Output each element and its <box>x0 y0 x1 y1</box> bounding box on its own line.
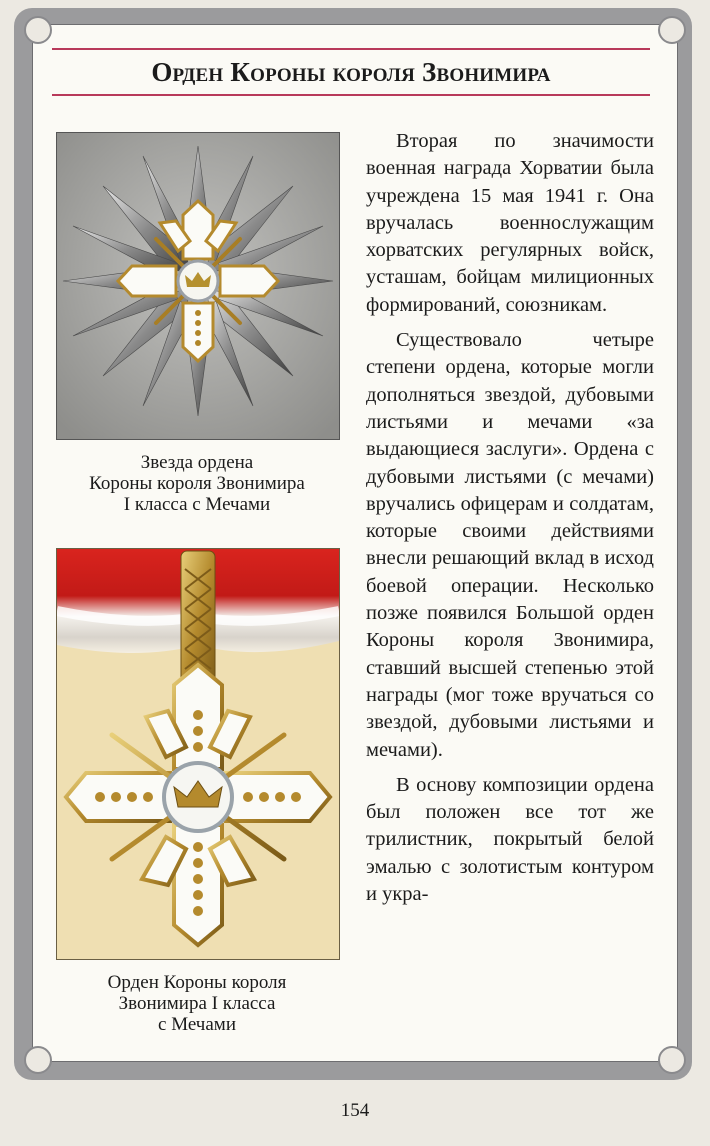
title-rule-bottom <box>52 94 650 96</box>
caption-line: Звезда ордена <box>140 452 254 473</box>
corner-ornament <box>658 16 686 44</box>
caption-line: Короны короля Звонимира <box>89 473 305 494</box>
corner-ornament <box>24 16 52 44</box>
order-badge-illustration <box>57 549 339 959</box>
caption-line: Звонимира I класса <box>118 993 276 1014</box>
body-paragraph: Существовало четыре степени ордена, которые могли дополняться звездой, дубовыми листьями и мечами «за выдающиеся заслуги». Ордена с дубовыми листьями (с мечами) вручались офицерам и солдатам, которые своими действиями внесли решающий вклад в исход боевой операции. Несколько позже появился Большой орден Короны короля Звонимира, ставший высшей степенью этой награды (мог тоже вручаться со звездой, дубовыми листьями и мечами). <box>366 329 654 761</box>
body-paragraph: Вторая по значимости военная награда Хорватии была учреждена 15 мая 1941 г. Она вручалась военнослужащим хорватских регулярных войск, усташам, бойцам милиционных формирований, союзникам. <box>366 130 654 316</box>
page-number: 154 <box>340 1100 370 1121</box>
corner-ornament <box>24 1046 52 1074</box>
caption-line: I класса с Мечами <box>123 494 271 515</box>
order-badge-photo <box>56 548 340 960</box>
figure-2-caption <box>56 972 338 1035</box>
body-paragraph: В основу композиции ордена был положен все тот же трилистник, покрытый белой эмалью с золотистым контуром и укра- <box>366 773 654 906</box>
order-star-photo <box>56 132 340 440</box>
figure-1-caption <box>56 452 338 515</box>
article-body <box>366 128 654 916</box>
corner-ornament <box>658 1046 686 1074</box>
caption-line: Орден Короны короля <box>107 972 287 993</box>
caption-line: с Мечами <box>158 1014 236 1035</box>
page-title: Орден Короны короля Звонимира <box>151 57 551 87</box>
title-rule-top <box>52 48 650 50</box>
order-star-illustration <box>57 133 339 439</box>
